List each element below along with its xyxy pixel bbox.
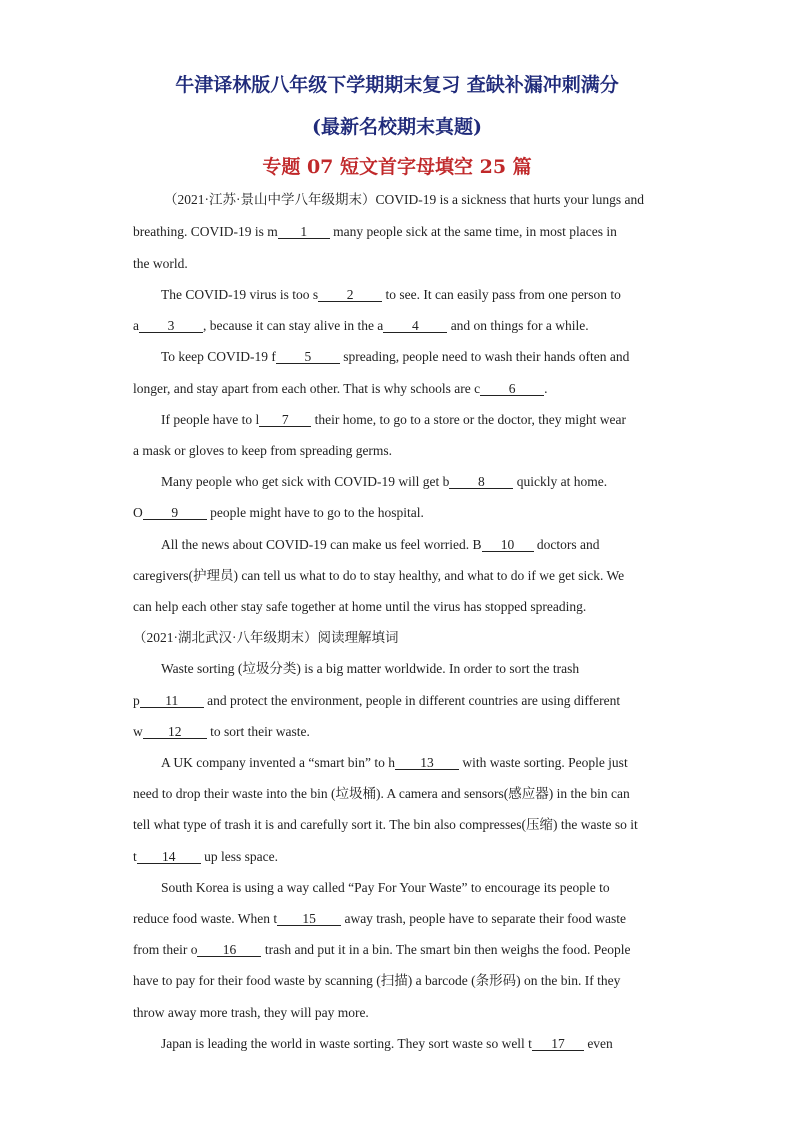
passage2-line: need to drop their waste into the bin (垃圾桶). A camera and sensors(感应器) in the bin can xyxy=(133,786,630,801)
passage2-line: t 14 up less space. xyxy=(133,849,278,864)
document-title: 牛津译林版八年级下学期期末复习 查缺补漏冲刺满分 xyxy=(175,74,619,96)
blank-9[interactable]: 9 xyxy=(143,506,207,520)
passage1-line: The COVID-19 virus is too s 2 to see. It can easily pass from one person to xyxy=(161,287,621,302)
blank-3[interactable]: 3 xyxy=(139,319,203,333)
passage1-line: a 3 , because it can stay alive in the a 4 and on things for a while. xyxy=(133,318,589,333)
passage1-line: Many people who get sick with COVID-19 will get b 8 quickly at home. xyxy=(161,474,608,489)
blank-7[interactable]: 7 xyxy=(259,413,311,427)
blank-11[interactable]: 11 xyxy=(140,694,204,708)
passage2-line: A UK company invented a “smart bin” to h 13 with waste sorting. People just xyxy=(161,755,628,770)
blank-5[interactable]: 5 xyxy=(276,350,340,364)
passage1-line: a mask or gloves to keep from spreading germs. xyxy=(133,443,393,458)
passage1-line: can help each other stay safe together at home until the virus has stopped spreading. xyxy=(133,599,587,614)
passage1-line: O 9 people might have to go to the hospital. xyxy=(133,505,424,520)
passage1-line: （2021·江苏·景山中学八年级期末）COVID-19 is a sickness that hurts your lungs and xyxy=(164,192,644,207)
blank-12[interactable]: 12 xyxy=(143,725,207,739)
passage1-line: the world. xyxy=(133,256,188,271)
passage2-line: Waste sorting (垃圾分类) is a big matter worldwide. In order to sort the trash xyxy=(161,661,580,676)
passage2-line: have to pay for their food waste by scanning (扫描) a barcode (条形码) on the bin. If they xyxy=(133,973,621,988)
blank-16[interactable]: 16 xyxy=(197,943,261,957)
blank-14[interactable]: 14 xyxy=(137,850,201,864)
passage1-line: To keep COVID-19 f 5 spreading, people need to wash their hands often and xyxy=(161,349,630,364)
passage1-line: All the news about COVID-19 can make us feel worried. B 10 doctors and xyxy=(161,537,600,552)
passage2-line: throw away more trash, they will pay more. xyxy=(133,1005,369,1020)
blank-1[interactable]: 1 xyxy=(278,225,330,239)
blank-4[interactable]: 4 xyxy=(383,319,447,333)
passage2-line: p 11 and protect the environment, people in different countries are using different xyxy=(133,693,621,708)
passage2-line: Japan is leading the world in waste sorting. They sort waste so well t 17 even xyxy=(161,1036,613,1051)
blank-6[interactable]: 6 xyxy=(480,382,544,396)
source-label: （2021·江苏·景山中学八年级期末） xyxy=(164,192,376,207)
passage2-line: w 12 to sort their waste. xyxy=(133,724,310,739)
passage2-line: South Korea is using a way called “Pay For Your Waste” to encourage its people to xyxy=(161,880,610,895)
passage1-line: caregivers(护理员) can tell us what to do to stay healthy, and what to do if we get sick. We xyxy=(133,568,625,583)
blank-10[interactable]: 10 xyxy=(482,538,534,552)
blank-8[interactable]: 8 xyxy=(449,475,513,489)
topic-heading: 专题 07 短文首字母填空 25 篇 xyxy=(262,156,532,178)
blank-17[interactable]: 17 xyxy=(532,1037,584,1051)
blank-2[interactable]: 2 xyxy=(318,288,382,302)
blank-13[interactable]: 13 xyxy=(395,756,459,770)
passage2-line: from their o 16 trash and put it in a bin. The smart bin then weighs the food. People xyxy=(133,942,631,957)
passage1-line: longer, and stay apart from each other. That is why schools are c 6 . xyxy=(133,381,548,396)
passage2-line: reduce food waste. When t 15 away trash, people have to separate their food waste xyxy=(133,911,626,926)
passage2-line: tell what type of trash it is and carefully sort it. The bin also compresses(压缩) the waste so it xyxy=(133,817,638,832)
passage2-source: （2021·湖北武汉·八年级期末）阅读理解填词 xyxy=(133,630,399,645)
document-subtitle: (最新名校期末真题) xyxy=(312,116,482,138)
passage1-line: breathing. COVID-19 is m 1 many people sick at the same time, in most places in xyxy=(133,224,617,239)
passage1-line: If people have to l 7 their home, to go to a store or the doctor, they might wear xyxy=(161,412,626,427)
blank-15[interactable]: 15 xyxy=(277,912,341,926)
